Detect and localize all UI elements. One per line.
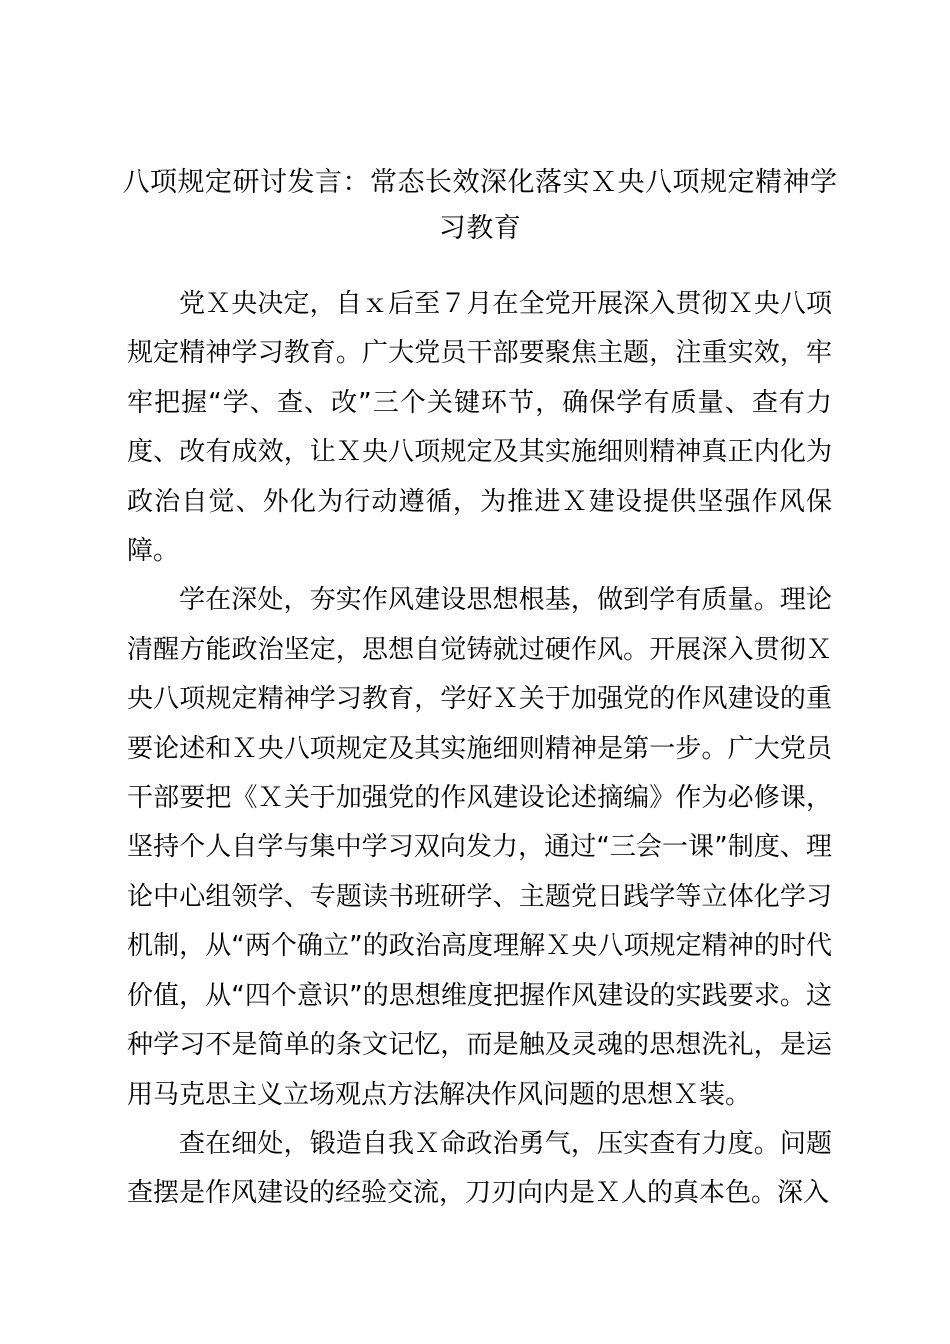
document-title: 八项规定研讨发言：常态长效深化落实Ｘ央八项规定精神学习教育 [122,167,838,244]
paragraph-study: 学在深处，夯实作风建设思想根基，做到学有质量。理论清醒方能政治坚定，思想自觉铸就过硬作风。开展深入贯彻Ｘ央八项规定精神学习教育，学好Ｘ关于加强党的作风建设的重要论述和Ｘ央八项规定及其实施细则精神是第一步。广大党员干部要把《Ｘ关于加强党的作风建设论述摘编》作为必修课，坚持个人自学与集中学习双向发力，通过“三会一课”制度、理论中心组领学、专题读书班研学、主题党日践学等立体化学习机制，从“两个确立”的政治高度理解Ｘ央八项规定精神的时代价值，从“四个意识”的思想维度把握作风建设的实践要求。这种学习不是简单的条文记忆，而是触及灵魂的思想洗礼，是运用马克思主义立场观点方法解决作风问题的思想Ｘ装。 [127,585,832,1110]
document-body [127,280,832,1219]
paragraph-intro: 党Ｘ央决定，自ｘ后至７月在全党开展深入贯彻Ｘ央八项规定精神学习教育。广大党员干部要聚焦主题，注重实效，牢牢把握“学、查、改”三个关键环节，确保学有质量、查有力度、改有成效，让Ｘ央八项规定及其实施细则精神真正内化为政治自觉、外化为行动遵循，为推进Ｘ建设提供坚强作风保障。 [127,289,832,567]
paragraph-inspect: 查在细处，锻造自我Ｘ命政治勇气，压实查有力度。问题查摆是作风建设的经验交流，刀刃向内是Ｘ人的真本色。深入 [127,1128,832,1209]
